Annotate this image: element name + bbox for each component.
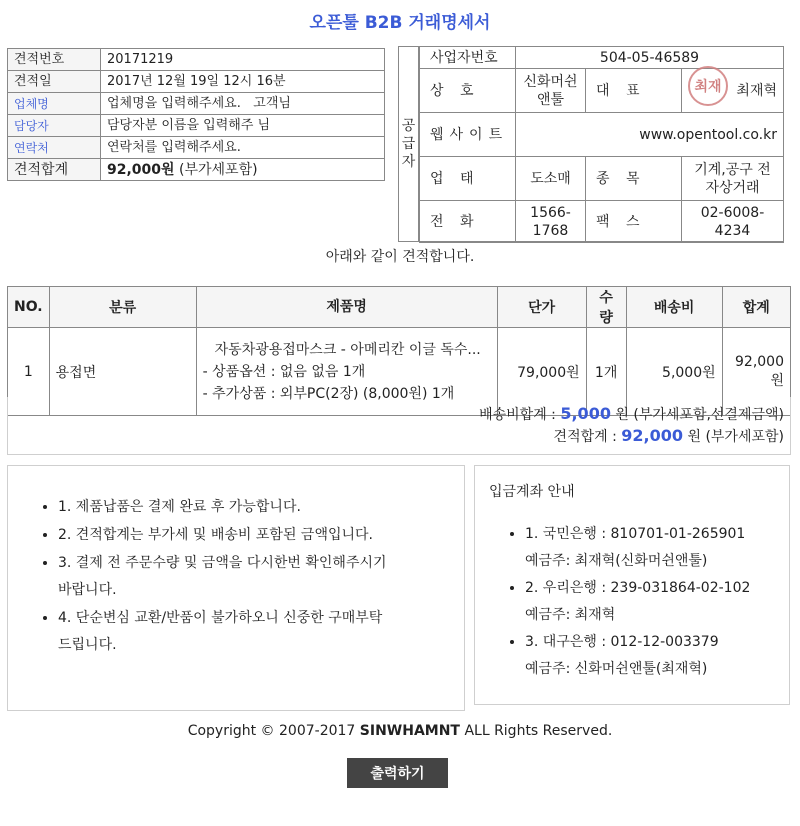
supplier-vert-char: 공 — [401, 118, 416, 134]
bank-account-holder: 예금주: 최재혁(신화머쉰앤툴) — [525, 553, 708, 569]
col-no: NO. — [8, 287, 50, 328]
col-total: 합계 — [722, 287, 790, 328]
col-shipping: 배송비 — [626, 287, 722, 328]
quote-total-label: 견적합계 — [8, 159, 101, 181]
supplier-table — [419, 46, 784, 243]
copyright — [0, 723, 800, 739]
supplier-vert-char: 급 — [401, 136, 416, 152]
grand-total-unit: 원 (부가세포함) — [687, 429, 784, 445]
quote-no: 20171219 — [101, 49, 385, 71]
page-title: 오픈툴 B2B 거래명세서 — [309, 13, 491, 33]
biz-type-label: 업 태 — [420, 157, 516, 201]
grand-total-value: 92,000 — [621, 426, 684, 445]
bank-account-line: 2. 우리은행 : 239-031864-02-102 — [525, 580, 751, 596]
print-button[interactable]: 출력하기 — [347, 758, 448, 788]
grand-total-line — [8, 425, 784, 447]
company-name: 신화머쉰앤툴 — [516, 69, 586, 113]
row-qty: 1개 — [586, 328, 626, 416]
row-price: 79,000원 — [497, 328, 586, 416]
notes-list — [8, 494, 388, 659]
phone-label: 전 화 — [420, 201, 516, 243]
copyright-suffix: ALL Rights Reserved. — [464, 723, 613, 739]
supplier-vert-char: 자 — [401, 154, 416, 170]
notes-box — [7, 465, 465, 711]
row-no: 1 — [8, 328, 50, 416]
company-placeholder: 업체명을 입력해주세요. — [107, 95, 241, 111]
copyright-brand: SINWHAMNT — [359, 723, 460, 739]
company-field[interactable] — [101, 93, 385, 115]
rep-name: 최재혁 — [682, 69, 784, 113]
contact-field[interactable]: 연락처를 입력해주세요. — [101, 137, 385, 159]
website: www.opentool.co.kr — [516, 113, 784, 157]
shipping-total-label: 배송비합계 : — [479, 407, 556, 423]
supplier-vertical-label — [399, 47, 419, 241]
list-item — [525, 629, 789, 683]
row-shipping: 5,000원 — [626, 328, 722, 416]
biz-item: 기계,공구 전자상거래 — [682, 157, 784, 201]
website-label: 웹사이트 — [420, 113, 516, 157]
company-seal-stamp: 최재 — [688, 66, 728, 106]
bank-title: 입금계좌 안내 — [489, 484, 575, 500]
bank-account-box — [474, 465, 790, 705]
contact-label: 연락처 — [8, 137, 101, 159]
quote-date: 2017년 12월 19일 12시 16분 — [101, 71, 385, 93]
bank-account-line: 1. 국민은행 : 810701-01-265901 — [525, 526, 746, 542]
manager-label: 담당자 — [8, 115, 101, 137]
list-item: • 4. 단순변심 교환/반품이 불가하오니 신중한 구매부탁드립니다. — [58, 605, 388, 659]
bank-list — [475, 521, 789, 683]
rep-label: 대 표 — [586, 69, 682, 113]
product-option: - 상품옵션 : 없음 없음 1개 — [202, 363, 366, 380]
company-label: 업체명 — [8, 93, 101, 115]
quote-total — [101, 159, 385, 181]
row-category: 용접면 — [49, 328, 196, 416]
list-item: • 1. 제품납품은 결제 완료 후 가능합니다. — [58, 494, 388, 521]
totals-summary — [7, 397, 791, 455]
product-name: 자동차광용접마스크 - 아메리칸 이글 독수... — [214, 341, 481, 358]
row-total: 92,000원 — [722, 328, 790, 416]
list-item: • 3. 결제 전 주문수량 및 금액을 다시한번 확인해주시기 바랍니다. — [58, 550, 388, 604]
supplier-box — [398, 46, 784, 242]
shipping-total-value: 5,000 — [560, 404, 611, 423]
col-qty: 수량 — [586, 287, 626, 328]
shipping-total-unit: 원 (부가세포함,선결제금액) — [615, 407, 784, 423]
col-product: 제품명 — [196, 287, 497, 328]
bank-account-line: 3. 대구은행 : 012-12-003379 — [525, 634, 719, 650]
quote-note: 아래와 같이 견적합니다. — [325, 249, 475, 265]
phone: 1566-1768 — [516, 201, 586, 243]
bank-account-holder: 예금주: 최재혁 — [525, 607, 616, 623]
quote-date-label: 견적일 — [8, 71, 101, 93]
biz-no: 504-05-46589 — [516, 47, 784, 69]
biz-no-label: 사업자번호 — [420, 47, 516, 69]
col-category: 분류 — [49, 287, 196, 328]
quote-total-value: 92,000원 — [107, 161, 175, 178]
fax-label: 팩 스 — [586, 201, 682, 243]
quote-info-table — [7, 48, 385, 181]
fax: 02-6008-4234 — [682, 201, 784, 243]
company-suffix: 고객님 — [253, 95, 291, 111]
quote-no-label: 견적번호 — [8, 49, 101, 71]
bank-account-holder: 예금주: 신화머쉰앤툴(최재혁) — [525, 661, 708, 677]
manager-field[interactable]: 담당자분 이름을 입력해주 님 — [101, 115, 385, 137]
company-name-label: 상 호 — [420, 69, 516, 113]
copyright-prefix: Copyright © 2007-2017 — [187, 723, 356, 739]
shipping-total-line — [8, 403, 784, 425]
col-price: 단가 — [497, 287, 586, 328]
list-item — [525, 521, 789, 575]
product-addon: - 추가상품 : 외부PC(2장) (8,000원) 1개 — [202, 385, 455, 402]
biz-item-label: 종 목 — [586, 157, 682, 201]
list-item — [525, 575, 789, 629]
quote-total-note: (부가세포함) — [179, 161, 258, 178]
grand-total-label: 견적합계 : — [553, 429, 617, 445]
list-item: • 2. 견적합계는 부가세 및 배송비 포함된 금액입니다. — [58, 522, 388, 549]
biz-type: 도소매 — [516, 157, 586, 201]
